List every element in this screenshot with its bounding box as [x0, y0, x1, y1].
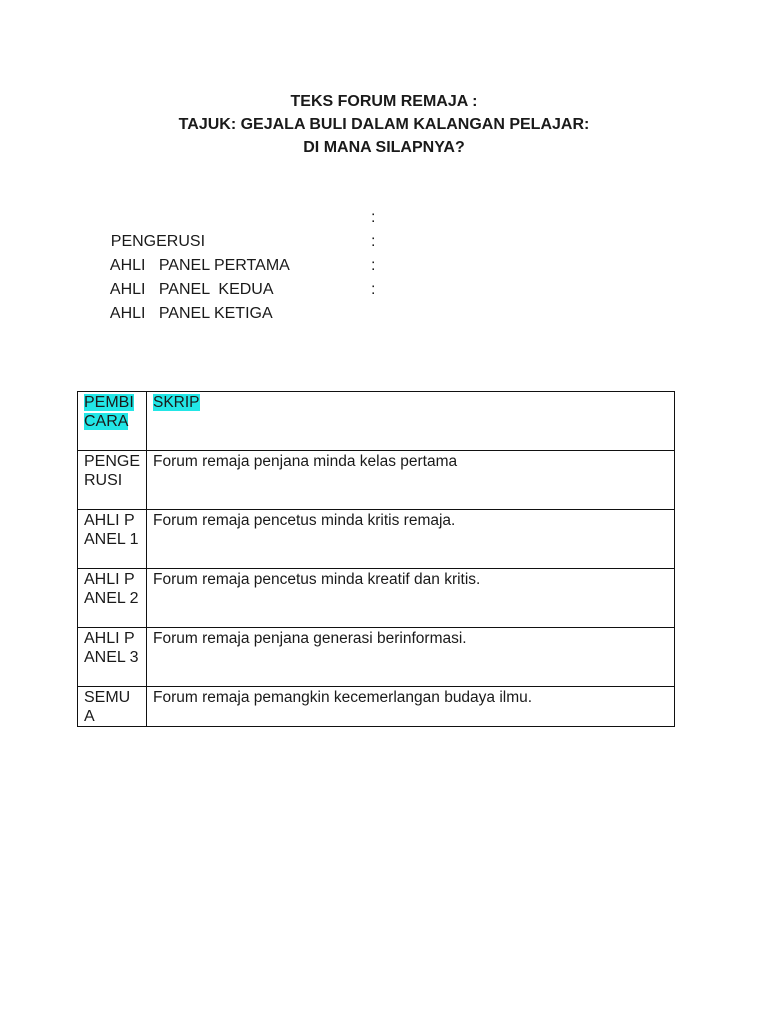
table-row [78, 510, 675, 569]
document-title [0, 90, 768, 159]
role-label: AHLI PANEL PERTAMA [109, 257, 290, 274]
role-colon: : [371, 281, 376, 298]
header-cell-speaker [78, 392, 147, 451]
script-cell: Forum remaja pemangkin kecemerlangan budaya ilmu. [147, 687, 675, 727]
title-line-3: DI MANA SILAPNYA? [303, 139, 465, 156]
table-row [78, 628, 675, 687]
role-label: PENGERUSI [110, 233, 206, 250]
role-row-panel-3 [93, 278, 376, 322]
role-row-chair [93, 206, 376, 250]
speaker-cell: SEMUA [78, 687, 147, 727]
role-colon: : [371, 209, 376, 226]
role-colon: : [371, 233, 376, 250]
header-speaker-label: PEMBICARA [84, 394, 134, 430]
title-line-2: TAJUK: GEJALA BULI DALAM KALANGAN PELAJAR: [178, 116, 590, 133]
role-list [93, 206, 376, 322]
table-row [78, 687, 675, 727]
speaker-cell: AHLI PANEL 2 [78, 569, 147, 628]
table-header-row [78, 392, 675, 451]
script-cell: Forum remaja penjana minda kelas pertama [147, 451, 675, 510]
role-label: AHLI PANEL KEDUA [109, 281, 274, 298]
speaker-cell: AHLI PANEL 1 [78, 510, 147, 569]
speaker-cell: PENGERUSI [78, 451, 147, 510]
role-row-panel-2 [93, 254, 376, 298]
script-cell: Forum remaja pencetus minda kritis remaja. [147, 510, 675, 569]
title-line-1: TEKS FORUM REMAJA : [290, 93, 478, 110]
script-table [77, 391, 675, 727]
header-cell-script [147, 392, 675, 451]
role-colon: : [371, 257, 376, 274]
table-row [78, 569, 675, 628]
role-label: AHLI PANEL KETIGA [109, 305, 273, 322]
script-cell: Forum remaja pencetus minda kreatif dan kritis. [147, 569, 675, 628]
speaker-cell: AHLI PANEL 3 [78, 628, 147, 687]
script-cell: Forum remaja penjana generasi berinformasi. [147, 628, 675, 687]
role-row-panel-1 [93, 230, 376, 274]
header-script-label: SKRIP [153, 394, 200, 411]
table-row [78, 451, 675, 510]
